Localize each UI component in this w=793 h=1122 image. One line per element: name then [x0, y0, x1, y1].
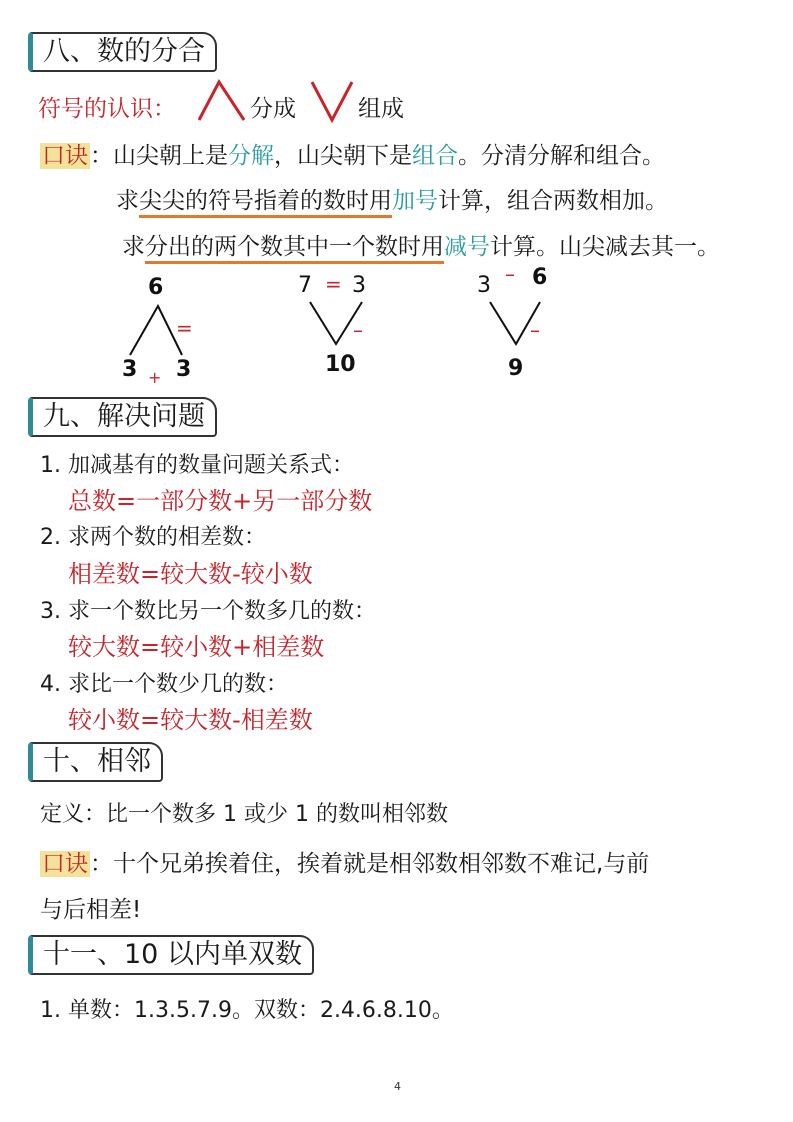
section-title-11: 十一、10 以内单双数 — [28, 935, 314, 975]
section-title-10: 十、相邻 — [28, 742, 163, 782]
combine-symbol-icon — [308, 78, 360, 124]
rule3-minus-sign-word: 减号 — [444, 234, 490, 260]
section-title-9: 九、解决问题 — [28, 397, 217, 437]
rule2-pre: 求 — [116, 188, 139, 214]
mnemonic-line-2 — [116, 182, 668, 215]
diagram1-top: 6 — [148, 275, 164, 300]
combine-label: 组成 — [358, 96, 404, 122]
problem-2-formula: 相差数=较大数-较小数 — [68, 560, 313, 588]
rule2-underlined: 尖尖的符号指着的数时用 — [139, 188, 392, 218]
diagram2-left: 7 — [298, 273, 312, 298]
odd-even-line: 1. 单数：1.3.5.7.9。双数：2.4.6.8.10。 — [40, 998, 454, 1023]
adjacent-mnemonic-text: ：十个兄弟挨着住，挨着就是相邻数相邻数不难记,与前 — [90, 851, 650, 877]
diagram1-right: 3 — [176, 357, 192, 382]
rule3-pre: 求 — [122, 234, 145, 260]
problem-3-question: 3. 求一个数比另一个数多几的数： — [40, 599, 376, 624]
adjacent-mnemonic-label: 口诀 — [42, 851, 88, 877]
adjacent-definition: 定义：比一个数多 1 或少 1 的数叫相邻数 — [40, 802, 448, 827]
mnemonic-label: 口诀 — [42, 143, 88, 169]
problem-4-formula: 较小数=较大数-相差数 — [68, 706, 313, 734]
rule3-post: 计算。山尖减去其一。 — [490, 234, 720, 260]
adjacent-mnemonic-line-2: 与后相差! — [40, 897, 142, 923]
diagram3-left: 3 — [477, 273, 491, 298]
diagram3-right: 6 — [532, 265, 548, 290]
rule1-combine: 组合 — [412, 143, 458, 169]
problem-3-formula: 较大数=较小数+相差数 — [68, 633, 325, 661]
problem-1-formula: 总数=一部分数+另一部分数 — [68, 487, 373, 515]
diagram2-equals: = — [325, 272, 342, 296]
rule1-decompose: 分解 — [228, 143, 274, 169]
page-number: 4 — [394, 1080, 401, 1093]
diagram2-bottom: 10 — [325, 352, 356, 377]
problem-4-question: 4. 求比一个数少几的数： — [40, 672, 288, 697]
rule1-text-c: ，山尖朝下是 — [274, 143, 412, 169]
split-symbol-icon — [196, 78, 256, 124]
diagram2-minus: – — [353, 318, 363, 342]
symbol-label: 符号的认识： — [38, 96, 176, 122]
diagram3-minus: – — [530, 318, 540, 342]
problem-1-question: 1. 加减基有的数量问题关系式： — [40, 453, 354, 478]
diagram1-equals: = — [176, 316, 193, 340]
diagram2-right: 3 — [352, 273, 366, 298]
diagram1-plus: + — [148, 368, 162, 387]
rule2-post: 计算，组合两数相加。 — [438, 188, 668, 214]
section-title-8: 八、数的分合 — [28, 32, 217, 72]
rule1-text-e: 。分清分解和组合。 — [458, 143, 665, 169]
rule1-text-a: 山尖朝上是 — [113, 143, 228, 169]
mnemonic-line-1 — [40, 137, 665, 170]
adjacent-mnemonic-line-1 — [40, 845, 649, 878]
rule3-underlined: 分出的两个数其中一个数时用 — [145, 234, 444, 264]
mnemonic-line-3 — [122, 228, 720, 261]
colon: ： — [90, 143, 113, 169]
diagram3-bottom: 9 — [508, 356, 524, 381]
problem-2-question: 2. 求两个数的相差数： — [40, 525, 266, 550]
diagram3-minus-top: – — [505, 262, 515, 286]
split-label: 分成 — [250, 96, 296, 122]
diagram1-left: 3 — [122, 357, 138, 382]
rule2-plus-sign-word: 加号 — [392, 188, 438, 214]
